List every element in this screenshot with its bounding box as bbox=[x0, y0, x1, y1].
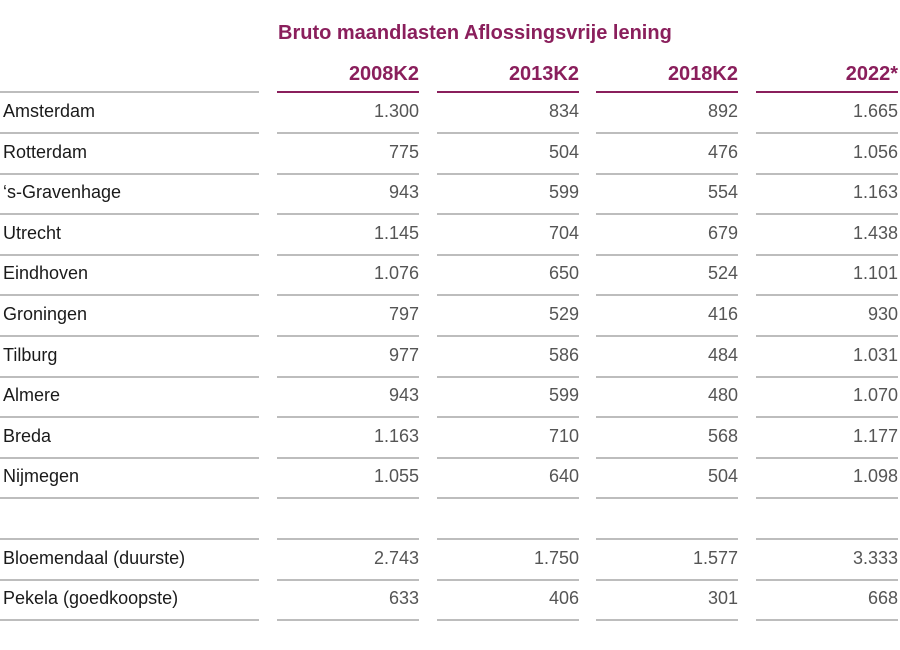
table-cell: 599 bbox=[548, 182, 579, 203]
row-label: Rotterdam bbox=[3, 141, 88, 162]
row-rule bbox=[0, 457, 259, 459]
table-cell: 476 bbox=[707, 141, 738, 162]
row-rule bbox=[437, 213, 579, 215]
row-rule bbox=[437, 538, 579, 540]
table-title: Bruto maandlasten Aflossingsvrije lening bbox=[278, 22, 672, 44]
table-cell: 1.577 bbox=[692, 547, 738, 568]
row-label: Tilburg bbox=[3, 344, 58, 365]
column-header-2022: 2022* bbox=[845, 63, 898, 85]
table-cell: 568 bbox=[707, 425, 738, 446]
table-cell: 301 bbox=[707, 588, 738, 609]
row-rule bbox=[277, 213, 419, 215]
table-cell: 834 bbox=[548, 101, 579, 121]
table-cell: 1.163 bbox=[373, 425, 419, 446]
table-cell: 679 bbox=[707, 222, 738, 243]
row-rule bbox=[277, 538, 419, 540]
table-cell: 3.333 bbox=[852, 547, 898, 568]
row-rule bbox=[596, 173, 738, 175]
row-rule bbox=[277, 173, 419, 175]
row-rule bbox=[0, 376, 259, 378]
row-rule bbox=[596, 213, 738, 215]
header-rule bbox=[756, 91, 898, 93]
row-rule bbox=[0, 132, 259, 134]
table-cell: 1.145 bbox=[373, 222, 419, 243]
row-rule bbox=[596, 132, 738, 134]
row-rule bbox=[596, 294, 738, 296]
row-rule bbox=[596, 376, 738, 378]
row-label: Pekela (goedkoopste) bbox=[3, 588, 179, 609]
header-rule-label-column bbox=[0, 91, 259, 93]
table-cell: 710 bbox=[548, 425, 579, 446]
row-label: ‘s-Gravenhage bbox=[3, 182, 122, 203]
table-cell: 1.665 bbox=[852, 101, 898, 121]
header-rule bbox=[277, 91, 419, 93]
row-label: Nijmegen bbox=[3, 466, 80, 487]
table-cell: 529 bbox=[548, 304, 579, 324]
table-cell: 524 bbox=[707, 263, 738, 284]
row-rule bbox=[277, 579, 419, 581]
table-cell: 1.750 bbox=[533, 547, 579, 568]
table-cell: 1.163 bbox=[852, 182, 898, 203]
row-label: Amsterdam bbox=[3, 101, 96, 121]
row-rule bbox=[596, 335, 738, 337]
table-cell: 775 bbox=[388, 141, 419, 162]
row-rule bbox=[437, 173, 579, 175]
row-label: Groningen bbox=[3, 304, 88, 324]
table-cell: 416 bbox=[707, 304, 738, 324]
table-cell: 406 bbox=[548, 588, 579, 609]
row-rule bbox=[0, 173, 259, 175]
row-rule bbox=[756, 619, 898, 621]
row-rule bbox=[277, 619, 419, 621]
table-cell: 504 bbox=[548, 141, 579, 162]
row-rule bbox=[437, 376, 579, 378]
row-rule bbox=[0, 416, 259, 418]
row-rule bbox=[756, 254, 898, 256]
row-rule bbox=[756, 579, 898, 581]
row-rule bbox=[0, 254, 259, 256]
row-rule bbox=[437, 254, 579, 256]
column-header-2008k2: 2008K2 bbox=[348, 63, 419, 85]
table-cell: 1.177 bbox=[852, 425, 898, 446]
table-cell: 1.056 bbox=[852, 141, 898, 162]
row-rule bbox=[277, 497, 419, 499]
row-rule bbox=[756, 132, 898, 134]
row-rule bbox=[0, 579, 259, 581]
row-rule bbox=[756, 497, 898, 499]
row-rule bbox=[756, 376, 898, 378]
column-header-2013k2: 2013K2 bbox=[508, 63, 579, 85]
row-label: Eindhoven bbox=[3, 263, 89, 284]
row-rule bbox=[437, 132, 579, 134]
row-rule bbox=[756, 294, 898, 296]
row-rule bbox=[596, 538, 738, 540]
table-cell: 586 bbox=[548, 344, 579, 365]
row-rule bbox=[437, 294, 579, 296]
row-rule bbox=[277, 294, 419, 296]
table-cell: 599 bbox=[548, 385, 579, 406]
row-label: Breda bbox=[3, 425, 52, 446]
table-cell: 1.300 bbox=[373, 101, 419, 121]
table-cell: 1.070 bbox=[852, 385, 898, 406]
row-rule bbox=[596, 579, 738, 581]
table-cell: 1.055 bbox=[373, 466, 419, 487]
row-rule bbox=[437, 579, 579, 581]
row-rule bbox=[596, 254, 738, 256]
row-rule bbox=[437, 457, 579, 459]
table-cell: 480 bbox=[707, 385, 738, 406]
table-cell: 892 bbox=[707, 101, 738, 121]
table-cell: 650 bbox=[548, 263, 579, 284]
table-cell: 668 bbox=[867, 588, 898, 609]
table-cell: 943 bbox=[388, 182, 419, 203]
row-label: Bloemendaal (duurste) bbox=[3, 547, 186, 568]
header-rule bbox=[437, 91, 579, 93]
row-rule bbox=[277, 132, 419, 134]
row-rule bbox=[277, 254, 419, 256]
table-cell: 1.076 bbox=[373, 263, 419, 284]
row-rule bbox=[756, 173, 898, 175]
table-cell: 797 bbox=[388, 304, 419, 324]
table-cell: 1.101 bbox=[852, 263, 898, 284]
row-rule bbox=[0, 619, 259, 621]
row-rule bbox=[0, 213, 259, 215]
row-rule bbox=[437, 619, 579, 621]
row-rule bbox=[0, 294, 259, 296]
row-rule bbox=[756, 335, 898, 337]
table-cell: 930 bbox=[867, 304, 898, 324]
row-rule bbox=[756, 457, 898, 459]
table-cell: 1.031 bbox=[852, 344, 898, 365]
row-rule bbox=[0, 497, 259, 499]
row-rule bbox=[277, 457, 419, 459]
row-rule bbox=[0, 538, 259, 540]
table-cell: 1.438 bbox=[852, 222, 898, 243]
row-rule bbox=[756, 538, 898, 540]
table-cell: 704 bbox=[548, 222, 579, 243]
row-label: Utrecht bbox=[3, 222, 62, 243]
row-rule bbox=[596, 457, 738, 459]
table-cell: 1.098 bbox=[852, 466, 898, 487]
row-rule bbox=[596, 416, 738, 418]
column-header-2018k2: 2018K2 bbox=[667, 63, 738, 85]
table-cell: 640 bbox=[548, 466, 579, 487]
table-cell: 2.743 bbox=[373, 547, 419, 568]
row-rule bbox=[596, 619, 738, 621]
table-cell: 484 bbox=[707, 344, 738, 365]
table-cell: 504 bbox=[707, 466, 738, 487]
row-rule bbox=[277, 335, 419, 337]
row-rule bbox=[756, 213, 898, 215]
row-rule bbox=[756, 416, 898, 418]
table-cell: 633 bbox=[388, 588, 419, 609]
row-rule bbox=[437, 416, 579, 418]
row-rule bbox=[437, 335, 579, 337]
row-rule bbox=[277, 376, 419, 378]
table-cell: 977 bbox=[388, 344, 419, 365]
row-rule bbox=[596, 497, 738, 499]
row-rule bbox=[0, 335, 259, 337]
header-rule bbox=[596, 91, 738, 93]
table-cell: 943 bbox=[388, 385, 419, 406]
row-rule bbox=[437, 497, 579, 499]
row-label: Almere bbox=[3, 385, 61, 406]
row-rule bbox=[277, 416, 419, 418]
table-cell: 554 bbox=[707, 182, 738, 203]
